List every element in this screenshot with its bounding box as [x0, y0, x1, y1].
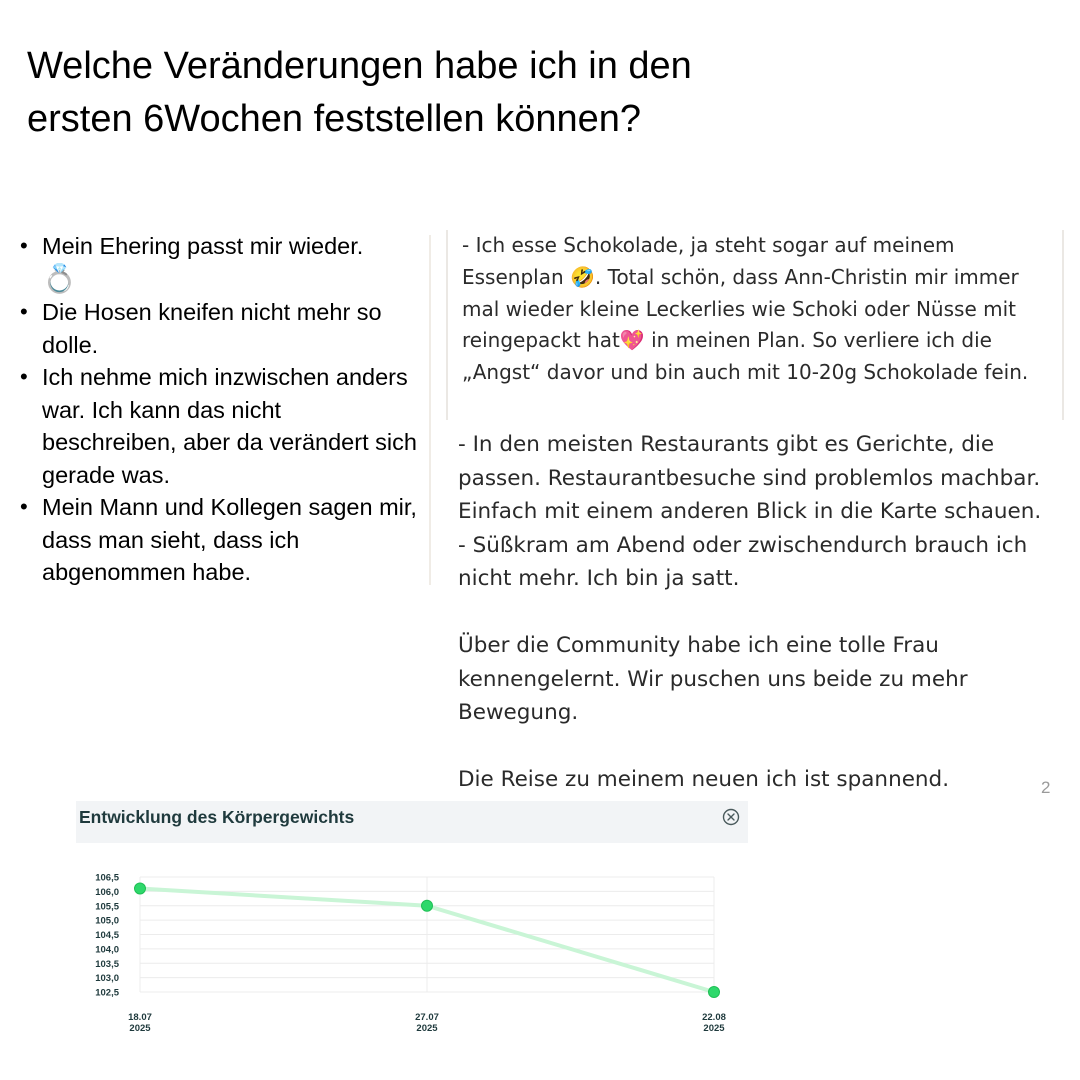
y-tick-label: 103,0	[95, 973, 119, 985]
x-tick-label: 22.08 2025	[702, 1012, 726, 1034]
spacer	[458, 596, 1058, 630]
weight-line-chart	[80, 860, 760, 1045]
list-item	[18, 230, 418, 296]
y-tick-label: 106,5	[95, 872, 119, 884]
page-title: Welche Veränderungen habe ich in den ersten 6Wochen feststellen können?	[27, 45, 692, 140]
chart-header	[76, 801, 748, 843]
list-item-text: Ich nehme mich inzwischen anders war. Ich kann das nicht beschreiben, aber da verändert sich gerade was.	[42, 364, 417, 488]
quote-text-3: in meinen Plan. So verliere ich die „Angst“ davor und bin auch mit 10-20g Schokolade fein.	[462, 328, 1029, 385]
y-tick-label: 103,5	[95, 958, 119, 970]
x-tick-label: 18.07 2025	[128, 1012, 152, 1034]
list-item	[18, 491, 418, 589]
quote-paragraph	[462, 230, 1052, 389]
paragraph-community: Über die Community habe ich eine tolle Frau kennengelernt. Wir puschen uns beide zu mehr Bewegung.	[458, 633, 968, 725]
spacer	[458, 730, 1058, 764]
list-item-text: Mein Ehering passt mir wieder.	[42, 233, 364, 259]
data-point	[422, 900, 433, 911]
experience-text	[458, 428, 1058, 797]
y-tick-label: 104,5	[95, 930, 119, 941]
data-point	[709, 987, 720, 998]
list-item-text: Mein Mann und Kollegen sagen mir, dass man sieht, dass ich abgenommen habe.	[42, 494, 417, 585]
data-point	[135, 883, 146, 894]
x-tick-label: 27.07 2025	[415, 1012, 439, 1034]
y-tick-label: 102,5	[95, 987, 119, 999]
list-item-text: Die Hosen kneifen nicht mehr so dolle.	[42, 299, 382, 358]
paragraph-sweets: - Süßkram am Abend oder zwischendurch brauch ich nicht mehr. Ich bin ja satt.	[458, 532, 1028, 591]
ring-icon: 💍	[42, 262, 77, 294]
quote-text-1: - Ich esse Schokolade, ja steht sogar auf meinem Essenplan	[462, 233, 955, 289]
column-divider	[429, 235, 431, 585]
y-tick-label: 104,0	[95, 944, 119, 956]
paragraph-journey: Die Reise zu meinem neuen ich ist spannend.	[458, 767, 950, 792]
paragraph-restaurants: - In den meisten Restaurants gibt es Gerichte, die passen. Restaurantbesuche sind problemlos machbar. Einfach mit einem anderen Blick in die Karte schauen.	[458, 432, 1042, 524]
laughing-emoji-icon: 🤣	[570, 264, 595, 289]
heart-emoji-icon: 💖	[619, 328, 645, 353]
chart-title: Entwicklung des Körpergewichts	[79, 807, 355, 827]
page-number: 2	[1041, 778, 1051, 797]
close-circle-icon[interactable]	[722, 808, 740, 826]
change-list	[18, 230, 418, 589]
y-tick-label: 105,0	[95, 915, 119, 927]
list-item	[18, 361, 418, 491]
list-item	[18, 296, 418, 361]
quote-text-2: . Total schön, dass Ann-Christin mir immer mal wieder kleine Leckerlies wie Schoki oder Nüsse mit reingepackt hat	[462, 264, 1019, 353]
y-tick-label: 106,0	[95, 886, 119, 898]
y-tick-label: 105,5	[95, 901, 119, 913]
